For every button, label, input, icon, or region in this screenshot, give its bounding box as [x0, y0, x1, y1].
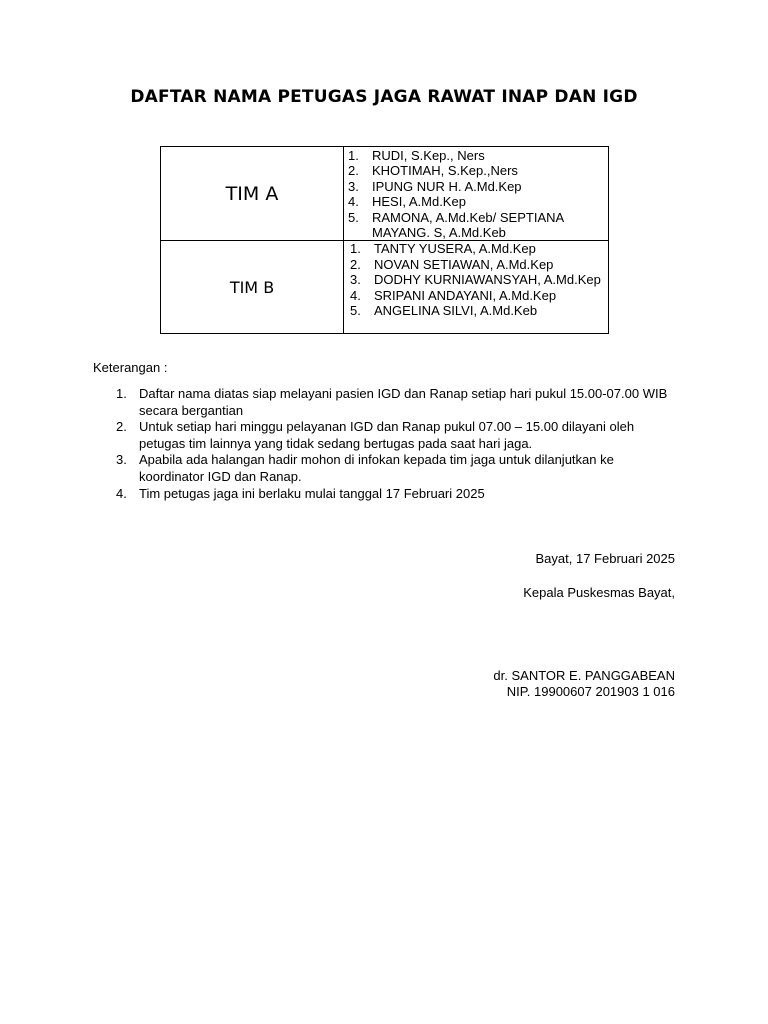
note-text: Tim petugas jaga ini berlaku mulai tanggal 17 Februari 2025	[139, 485, 485, 501]
list-item	[116, 486, 676, 503]
list-item	[348, 179, 608, 194]
list-item	[350, 272, 608, 287]
member-list-b	[344, 241, 608, 318]
list-item	[350, 303, 608, 318]
member-name: HESI, A.Md.Kep	[372, 194, 466, 210]
signature-place-date: Bayat, 17 Februari 2025	[535, 551, 675, 566]
list-item	[116, 386, 676, 419]
list-item	[350, 241, 608, 256]
member-name: IPUNG NUR H. A.Md.Kep	[372, 178, 522, 194]
list-item	[116, 452, 676, 485]
list-number: 3.	[116, 452, 127, 468]
list-number: 4.	[348, 194, 359, 210]
member-list-a	[344, 147, 608, 240]
list-item	[350, 288, 608, 303]
team-members-cell-a	[344, 147, 609, 241]
document-title: DAFTAR NAMA PETUGAS JAGA RAWAT INAP DAN IGD	[130, 87, 638, 107]
team-row-b	[161, 241, 609, 334]
list-number: 5.	[348, 209, 359, 225]
list-item	[350, 257, 608, 272]
team-name-b: TIM B	[161, 241, 344, 334]
notes-label: Keterangan :	[93, 360, 168, 375]
notes-list	[116, 386, 676, 502]
member-name: SRIPANI ANDAYANI, A.Md.Kep	[374, 287, 557, 303]
note-text: Untuk setiap hari minggu pelayanan IGD dan Ranap pukul 07.00 – 15.00 dilayani oleh petugas tim lainnya yang tidak sedang bertugas pada saat hari jaga.	[139, 419, 635, 451]
list-number: 3.	[350, 272, 361, 288]
team-name-a: TIM A	[161, 147, 344, 241]
roster-table	[160, 146, 609, 334]
list-number: 1.	[116, 386, 127, 401]
signature-nip: NIP. 19900607 201903 1 016	[506, 684, 675, 699]
team-members-cell-b	[344, 241, 609, 334]
member-name: DODHY KURNIAWANSYAH, A.Md.Kep	[374, 272, 601, 288]
member-name: TANTY YUSERA, A.Md.Kep	[374, 241, 536, 257]
list-item	[348, 163, 608, 178]
list-number: 4.	[116, 485, 127, 501]
note-text: Apabila ada halangan hadir mohon di infokan kepada tim jaga untuk dilanjutkan ke koordinator IGD dan Ranap.	[139, 452, 614, 484]
signature-name: dr. SANTOR E. PANGGABEAN	[493, 668, 675, 683]
member-name: ANGELINA SILVI, A.Md.Keb	[374, 303, 538, 319]
list-item	[348, 210, 608, 241]
list-item	[348, 148, 608, 163]
list-item	[116, 419, 676, 452]
note-text: Daftar nama diatas siap melayani pasien IGD dan Ranap setiap hari pukul 15.00-07.00 WIB secara bergantian	[139, 386, 668, 418]
list-number: 2.	[348, 163, 359, 179]
list-number: 1.	[348, 148, 359, 163]
list-item	[348, 194, 608, 209]
member-name: RAMONA, A.Md.Keb/ SEPTIANA MAYANG. S, A.Md.Keb	[372, 209, 564, 241]
list-number: 1.	[350, 241, 361, 257]
team-row-a	[161, 147, 609, 241]
member-name: KHOTIMAH, S.Kep.,Ners	[372, 163, 518, 179]
member-name: NOVAN SETIAWAN, A.Md.Kep	[374, 256, 554, 272]
list-number: 2.	[350, 256, 361, 272]
list-number: 3.	[348, 178, 359, 194]
signature-position: Kepala Puskesmas Bayat,	[523, 585, 675, 600]
member-name: RUDI, S.Kep., Ners	[372, 148, 485, 163]
list-number: 2.	[116, 419, 127, 435]
list-number: 4.	[350, 287, 361, 303]
list-number: 5.	[350, 303, 361, 319]
